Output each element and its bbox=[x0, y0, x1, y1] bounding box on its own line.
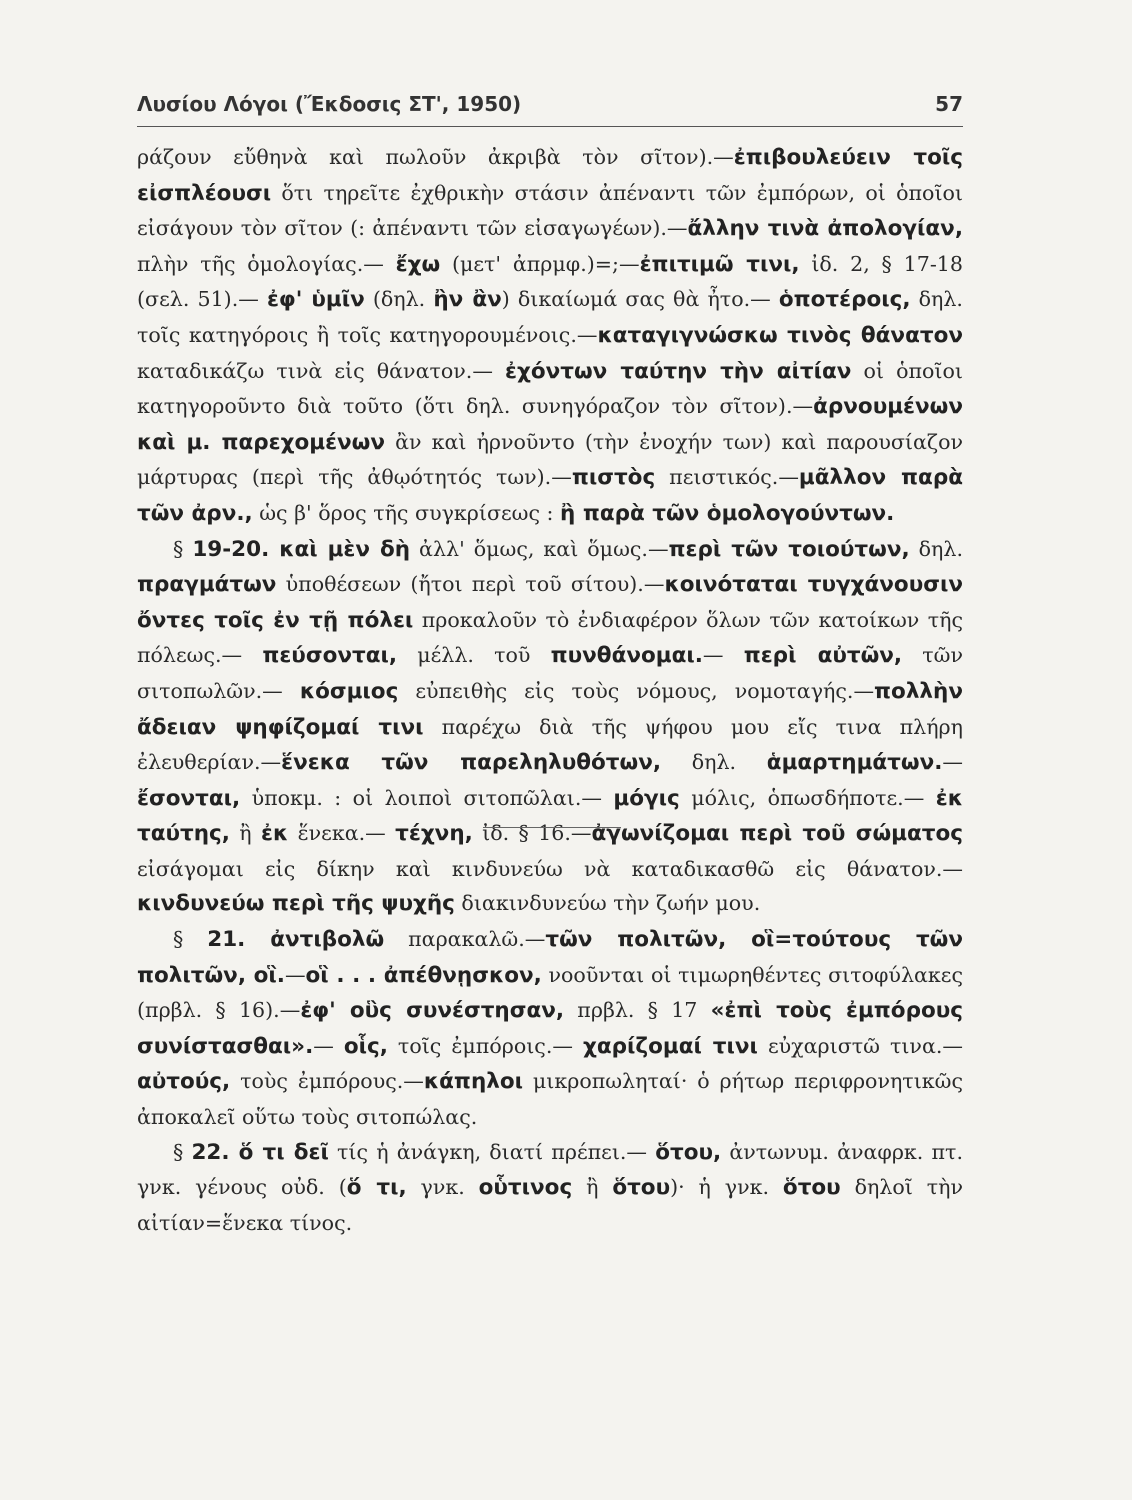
lemma: κόσμιος bbox=[299, 678, 399, 704]
gloss: ὑποκμ. : οἱ λοιποὶ σιτοπῶλαι.— bbox=[240, 785, 614, 810]
gloss: ἰδ. § 16.— bbox=[472, 821, 592, 846]
lemma: περὶ τῶν τοιούτων, bbox=[668, 536, 910, 562]
lemma: ὁποτέροις, bbox=[778, 287, 911, 313]
gloss: μέλλ. τοῦ bbox=[397, 643, 551, 668]
lemma: 19-20. καὶ μὲν δὴ bbox=[192, 536, 411, 562]
lemma: ἢν ἂν bbox=[433, 287, 502, 313]
gloss: μικροπωληταί· ὁ ρήτωρ περιφρονητικῶς ἀποκαλεῖ οὕτω τοὺς σιτοπώλας. bbox=[137, 1069, 963, 1130]
lemma: ἕνεκα τῶν παρεληλυθότων, bbox=[281, 750, 662, 776]
lemma: ἐπιτιμῶ τινι, bbox=[639, 251, 800, 277]
end-rule bbox=[483, 827, 621, 828]
gloss: δηλ. bbox=[661, 750, 767, 775]
lemma: 22. ὅ τι δεῖ bbox=[191, 1139, 329, 1165]
lemma: ἐκ bbox=[261, 821, 289, 847]
lemma: μᾶλλον παρὰ τῶν ἀρν., bbox=[137, 465, 963, 526]
gloss: νοοῦνται οἱ τιμωρηθέντες σιτοφύλακες (πρβλ. § 16).— bbox=[137, 962, 963, 1023]
lemma: ἀρνουμένων καὶ μ. παρεχομένων bbox=[137, 394, 963, 455]
paragraph-1 bbox=[137, 140, 963, 532]
paragraph-section-22 bbox=[137, 1135, 963, 1241]
gloss: διακινδυνεύω τὴν ζωήν μου. bbox=[454, 891, 761, 916]
gloss: ὡς β' ὅρος τῆς συγκρίσεως : bbox=[252, 500, 561, 525]
gloss: δηλ. τοῖς κατηγόροις ἢ τοῖς κατηγορουμένοις.— bbox=[137, 287, 963, 347]
lemma: πεύσονται, bbox=[262, 643, 398, 669]
lemma: κοινόταται τυγχάνουσιν ὄντες τοῖς ἐν τῇ πόλει bbox=[137, 572, 963, 633]
lemma: πιστὸς bbox=[571, 465, 656, 491]
gloss: § bbox=[173, 536, 193, 561]
gloss: τοὺς ἐμπόρους.— bbox=[230, 1069, 424, 1094]
gloss: ἂν καὶ ἠρνοῦντο (τὴν ἐνοχήν των) καὶ παρουσίαζον μάρτυρας (περὶ τῆς ἀθῳότητός των).— bbox=[137, 429, 963, 490]
gloss: μόλις, ὁπωσδήποτε.— bbox=[679, 785, 936, 810]
gloss: ἕνεκα.— bbox=[288, 821, 396, 846]
gloss: § bbox=[173, 927, 208, 952]
lemma: ἁμαρτημάτων. bbox=[766, 750, 943, 776]
lemma: αὐτούς, bbox=[137, 1069, 231, 1095]
gloss: παρέχω διὰ τῆς ψήφου μου εἴς τινα πλήρη ἐλευθερίαν.— bbox=[137, 714, 963, 775]
gloss: εὐχαριστῶ τινα.— bbox=[757, 1033, 963, 1058]
page-number: 57 bbox=[935, 92, 963, 116]
gloss: ἀντωνυμ. ἀναφρκ. πτ. γνκ. γένους οὐδ. ( bbox=[137, 1139, 963, 1200]
running-title: Λυσίου Λόγοι (Ἔκδοσις ΣΤ', 1950) bbox=[137, 92, 522, 116]
lemma: οἳ . . . ἀπέθνῃσκον, bbox=[305, 962, 542, 988]
lemma: τῶν πολιτῶν, οἳ=τούτους τῶν πολιτῶν, οἳ. bbox=[137, 927, 964, 988]
lemma: κάπηλοι bbox=[423, 1069, 524, 1095]
gloss: ἢ bbox=[572, 1175, 613, 1200]
lemma: κινδυνεύω περὶ τῆς ψυχῆς bbox=[137, 891, 455, 917]
gloss: ἢ bbox=[229, 821, 261, 846]
gloss: (δηλ. bbox=[364, 287, 434, 312]
gloss: — bbox=[313, 1033, 344, 1058]
gloss: § bbox=[173, 1139, 192, 1164]
lemma: ὅτου bbox=[612, 1175, 671, 1201]
lemma: ἔχω bbox=[395, 251, 441, 277]
lemma: καταγιγνώσκω τινὸς θάνατον bbox=[597, 322, 963, 348]
gloss: ὅτι τηρεῖτε ἐχθρικὴν στάσιν ἀπέναντι τῶν ἐμπόρων, οἱ ὁποῖοι εἰσάγουν τὸν σῖτον (: ἀπέναντι τῶν εἰσαγωγέων).— bbox=[137, 180, 963, 241]
gloss: τοῖς ἐμπόροις.— bbox=[387, 1033, 583, 1058]
gloss: πλὴν τῆς ὁμολογίας.— bbox=[137, 251, 396, 276]
gloss: δηλ. bbox=[909, 536, 963, 561]
paragraph-section-19-20 bbox=[137, 532, 963, 923]
lemma: ὅτου, bbox=[655, 1139, 722, 1165]
lemma: περὶ αὐτῶν, bbox=[743, 643, 903, 669]
gloss: εἰσάγομαι εἰς δίκην καὶ κινδυνεύω νὰ καταδικασθῶ εἰς θάνατον.— bbox=[137, 856, 963, 881]
lemma: «ἐπὶ τοὺς ἐμπόρους συνίστασθαι». bbox=[137, 998, 963, 1059]
lemma: 21. ἀντιβολῶ bbox=[207, 927, 385, 953]
gloss: πρβλ. § 17 bbox=[564, 998, 711, 1023]
lemma: ὅτου bbox=[782, 1175, 841, 1201]
gloss: ) δικαίωμά σας θὰ ἦτο.— bbox=[501, 287, 779, 312]
lemma: χαρίζομαί τινι bbox=[583, 1033, 758, 1059]
lemma: πυνθάνομαι. bbox=[550, 643, 703, 669]
lemma: ἐπιβουλεύειν τοῖς εἰσπλέουσι bbox=[137, 145, 964, 206]
gloss: — bbox=[702, 643, 744, 668]
gloss: )· ἡ γνκ. bbox=[670, 1175, 783, 1200]
paragraph-section-21 bbox=[137, 922, 963, 1135]
gloss: τῶν σιτοπωλῶν.— bbox=[137, 643, 963, 703]
lemma: ἐφ' ὑμῖν bbox=[266, 287, 365, 313]
gloss: ἰδ. 2, § 17-18 (σελ. 51).— bbox=[137, 251, 963, 312]
gloss: καταδικάζω τινὰ εἰς θάνατον.— bbox=[137, 358, 506, 383]
header-rule bbox=[137, 126, 963, 127]
lemma: οἷς, bbox=[343, 1033, 388, 1059]
gloss: ὑποθέσεων (ἤτοι περὶ τοῦ σίτου).— bbox=[276, 572, 665, 597]
lemma: ἐχόντων ταύτην τὴν αἰτίαν bbox=[505, 358, 852, 384]
gloss: παρακαλῶ.— bbox=[384, 927, 546, 952]
lemma: ἄλλην τινὰ ἀπολογίαν, bbox=[687, 216, 963, 242]
running-header bbox=[137, 92, 963, 116]
lemma: πολλὴν ἄδειαν ψηφίζομαί τινι bbox=[137, 678, 963, 740]
gloss: δηλοῖ τὴν αἰτίαν=ἕνεκα τίνος. bbox=[137, 1175, 963, 1235]
gloss: τίς ἡ ἀνάγκη, διατί πρέπει.— bbox=[328, 1139, 656, 1164]
lemma: ἐφ' οὓς συνέστησαν, bbox=[300, 998, 565, 1024]
gloss: ἀλλ' ὅμως, καὶ ὅμως.— bbox=[410, 536, 669, 561]
lemma: τέχνη, bbox=[395, 821, 473, 847]
commentary-text bbox=[137, 140, 963, 1240]
gloss: — bbox=[942, 750, 963, 775]
gloss: — bbox=[284, 962, 306, 987]
gloss: πειστικός.— bbox=[655, 465, 799, 490]
lemma: ὅ τι, bbox=[346, 1175, 407, 1201]
gloss: (μετ' ἀπρμφ.)=;— bbox=[440, 251, 640, 276]
lemma: μόγις bbox=[613, 785, 680, 811]
lemma: ἐκ ταύτης, bbox=[137, 785, 963, 847]
lemma: πραγμάτων bbox=[137, 572, 277, 598]
gloss: οἱ ὁποῖοι κατηγοροῦντο διὰ τοῦτο (ὅτι δηλ. συνηγόραζον τὸν σῖτον).— bbox=[137, 358, 963, 419]
gloss: προκαλοῦν τὸ ἐνδιαφέρον ὅλων τῶν κατοίκων τῆς πόλεως.— bbox=[137, 607, 963, 668]
gloss: γνκ. bbox=[406, 1175, 479, 1200]
gloss: ράζουν εὔθηνὰ καὶ πωλοῦν ἀκριβὰ τὸν σῖτον).— bbox=[137, 145, 734, 169]
lemma: ἀγωνίζομαι περὶ τοῦ σώματος bbox=[591, 821, 963, 847]
lemma: οὗτινος bbox=[478, 1175, 573, 1201]
gloss: εὐπειθὴς εἰς τοὺς νόμους, νομοταγής.— bbox=[398, 678, 875, 703]
lemma: ἢ παρὰ τῶν ὁμολογούντων. bbox=[560, 500, 895, 526]
lemma: ἔσονται, bbox=[137, 785, 241, 811]
